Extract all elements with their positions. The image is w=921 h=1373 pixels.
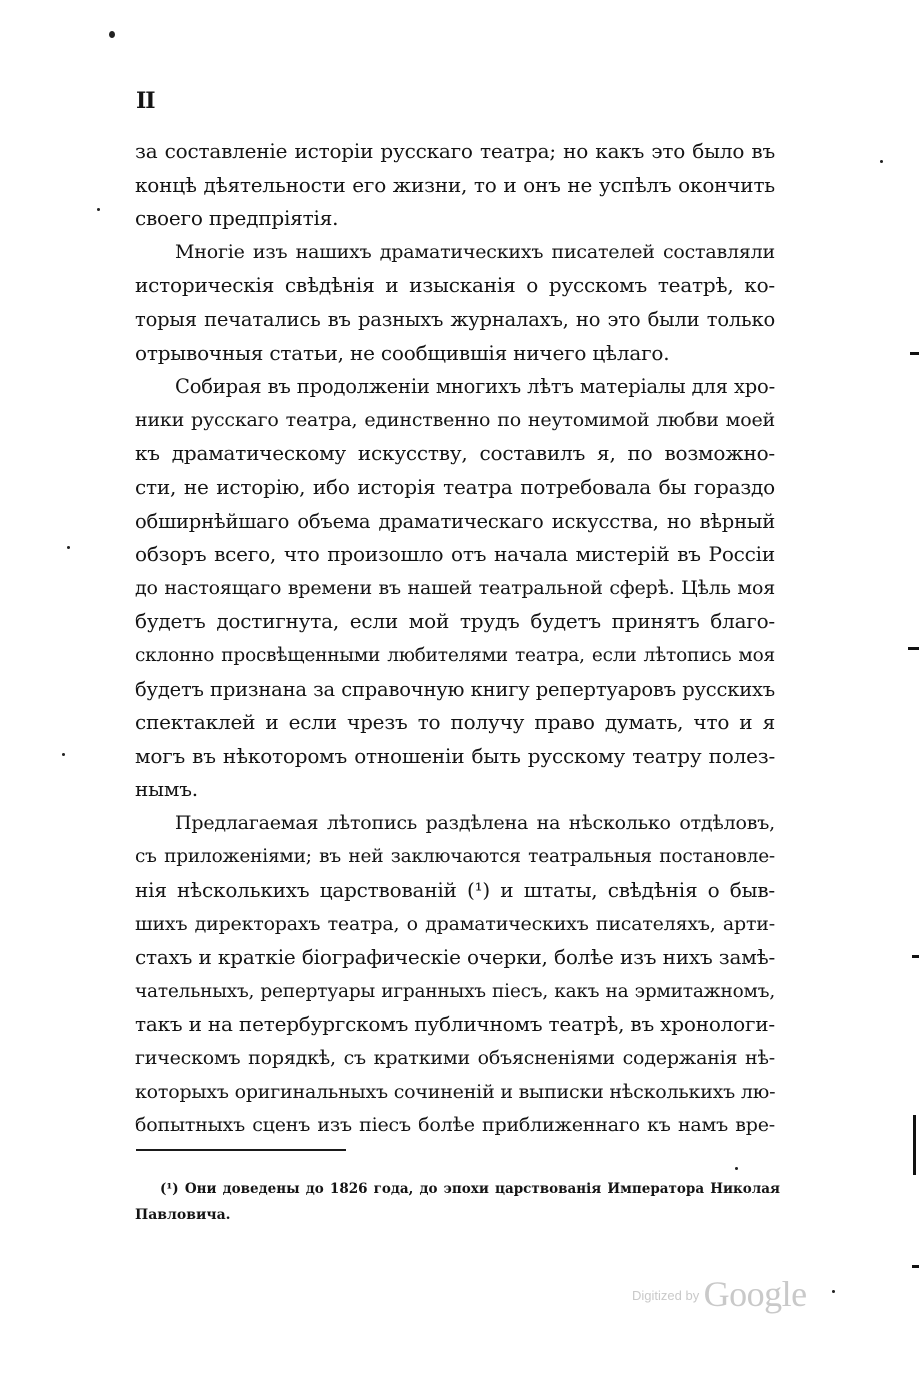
text-line: до настоящаго времени въ нашей театральной сферѣ. Цѣль моя (135, 576, 775, 599)
text-line: могъ въ нѣкоторомъ отношеніи быть русскому театру полез- (135, 743, 775, 768)
edge-mark (913, 1115, 916, 1175)
scan-speck (109, 31, 115, 38)
text-line: историческія свѣдѣнія и изысканія о русскомъ театрѣ, ко- (135, 273, 775, 298)
text-line: Предлагаемая лѣтопись раздѣлена на нѣсколько отдѣловъ, (175, 811, 775, 834)
text-line: спектаклей и если чрезъ то получу право думать, что и я (135, 710, 775, 735)
scan-speck (735, 1167, 738, 1170)
text-line: будетъ достигнута, если мой трудъ будетъ принятъ благо- (135, 609, 775, 634)
text-line: Многіе изъ нашихъ драматическихъ писателей составляли (175, 240, 775, 263)
scan-speck (62, 753, 65, 756)
text-line: къ драматическому искусству, составилъ я, по возможно- (135, 441, 775, 466)
watermark-prefix: Digitized by (632, 1288, 700, 1303)
edge-mark (912, 1265, 919, 1268)
text-line: отрывочныя статьи, не сообщившія ничего цѣлаго. (135, 340, 670, 365)
footnote-line: (¹) Они доведены до 1826 года, до эпохи царствованія Императора Николая (160, 1181, 780, 1197)
footnote-rule (136, 1149, 346, 1151)
text-line: ники русскаго театра, единственно по неутомимой любви моей (135, 408, 775, 431)
text-line: концѣ дѣятельности его жизни, то и онъ не успѣлъ окончить (135, 172, 775, 197)
watermark-brand: Google (703, 1274, 807, 1314)
text-line: будетъ признана за справочную книгу репертуаровъ русскихъ (135, 677, 775, 701)
text-line: чательныхъ, репертуары игранныхъ піесъ, какъ на эрмитажномъ, (135, 980, 775, 1002)
text-line: за составленіе исторіи русскаго театра; но какъ это было въ (135, 139, 775, 163)
body-text (135, 135, 775, 1143)
scan-speck (880, 160, 883, 163)
text-line: гическомъ порядкѣ, съ краткими объясненіями содержанія нѣ- (135, 1047, 775, 1070)
footnote-line: Павловича. (135, 1207, 231, 1223)
text-line: своего предпріятія. (135, 206, 339, 231)
text-line: съ приложеніями; въ ней заключаются театральныя постановле- (135, 846, 775, 868)
text-line: обзоръ всего, что произошло отъ начала мистерій въ Россіи (135, 542, 775, 567)
scan-speck (832, 1290, 835, 1293)
text-line: торыя печатались въ разныхъ журналахъ, но это были только (135, 307, 775, 331)
text-line: склонно просвѣщенными любителями театра, если лѣтопись моя (135, 644, 775, 666)
text-line: такъ и на петербургскомъ публичномъ театрѣ, въ хронологи- (135, 1012, 775, 1037)
text-line: Собирая въ продолженіи многихъ лѣтъ матеріалы для хро- (175, 375, 775, 399)
text-line: сти, не исторію, ибо исторія театра потребовала бы гораздо (135, 474, 775, 499)
page-number: II (136, 88, 155, 114)
edge-mark (910, 352, 919, 355)
scan-speck (67, 546, 70, 549)
footnote (135, 1176, 780, 1228)
text-line: бопытныхъ сценъ изъ піесъ болѣе приближеннаго къ намъ вре- (135, 1114, 775, 1137)
text-line: которыхъ оригинальныхъ сочиненій и выписки нѣсколькихъ лю- (135, 1080, 776, 1103)
text-line: обширнѣйшаго объема драматическаго искусства, но вѣрный (135, 509, 775, 533)
text-line: стахъ и краткіе біографическіе очерки, болѣе изъ нихъ замѣ- (135, 945, 775, 970)
text-line: шихъ директорахъ театра, о драматическихъ писателяхъ, арти- (135, 912, 775, 935)
scan-speck (97, 208, 100, 211)
edge-mark (912, 955, 919, 958)
text-line: нымъ. (135, 777, 198, 802)
edge-mark (908, 647, 919, 650)
digitized-watermark (632, 1273, 807, 1315)
text-line: нія нѣсколькихъ царствованій (¹) и штаты, свѣдѣнія о быв- (135, 878, 775, 903)
